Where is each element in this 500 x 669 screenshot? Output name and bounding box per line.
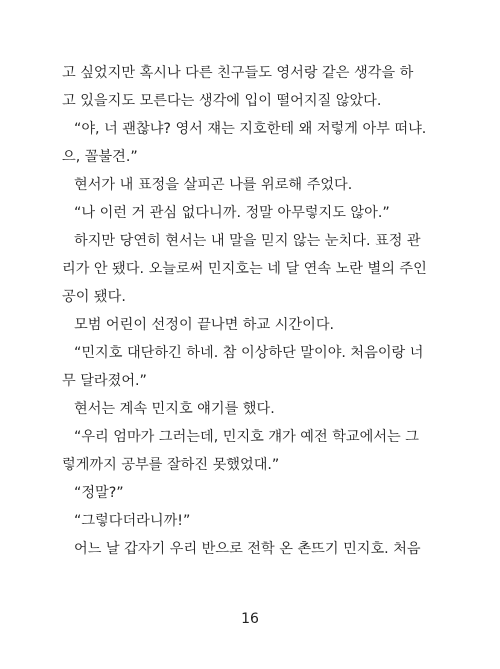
text-line: 하지만 당연히 현서는 내 말을 믿지 않는 눈치다. 표정 관 xyxy=(74,233,421,249)
text-line: 어느 날 갑자기 우리 반으로 전학 온 촌뜨기 민지호. 처음 xyxy=(74,541,421,557)
text-line: 고 있을지도 모른다는 생각에 입이 떨어지질 않았다. xyxy=(62,93,382,109)
text-line: 고 싶었지만 혹시나 다른 친구들도 영서랑 같은 생각을 하 xyxy=(62,65,414,81)
text-line: 모범 어린이 선정이 끝나면 하교 시간이다. xyxy=(74,317,335,333)
text-line: 렇게까지 공부를 잘하진 못했었대.” xyxy=(62,457,280,473)
text-line: “정말?” xyxy=(74,485,124,501)
text-line: 무 달라졌어.” xyxy=(62,373,147,389)
text-line: “야, 너 괜찮냐? 영서 쟤는 지호한테 왜 저렇게 아부 떠냐. xyxy=(74,121,427,137)
text-line: 리가 안 됐다. 오늘로써 민지호는 네 달 연속 노란 별의 주인 xyxy=(62,261,427,277)
text-line: “민지호 대단하긴 하네. 참 이상하단 말이야. 처음이랑 너 xyxy=(74,345,424,361)
text-line: “나 이런 거 관심 없다니까. 정말 아무렇지도 않아.” xyxy=(74,205,390,221)
text-line: 현서가 내 표정을 살피곤 나를 위로해 주었다. xyxy=(74,177,353,193)
text-line: 으, 꼴불견.” xyxy=(62,149,138,165)
text-line: “그렇다더라니까!” xyxy=(74,513,191,529)
text-line: 공이 됐다. xyxy=(62,289,126,305)
text-line: “우리 엄마가 그러는데, 민지호 걔가 예전 학교에서는 그 xyxy=(74,429,419,445)
page-number: 16 xyxy=(241,611,259,627)
text-line: 현서는 계속 민지호 얘기를 했다. xyxy=(74,401,275,417)
